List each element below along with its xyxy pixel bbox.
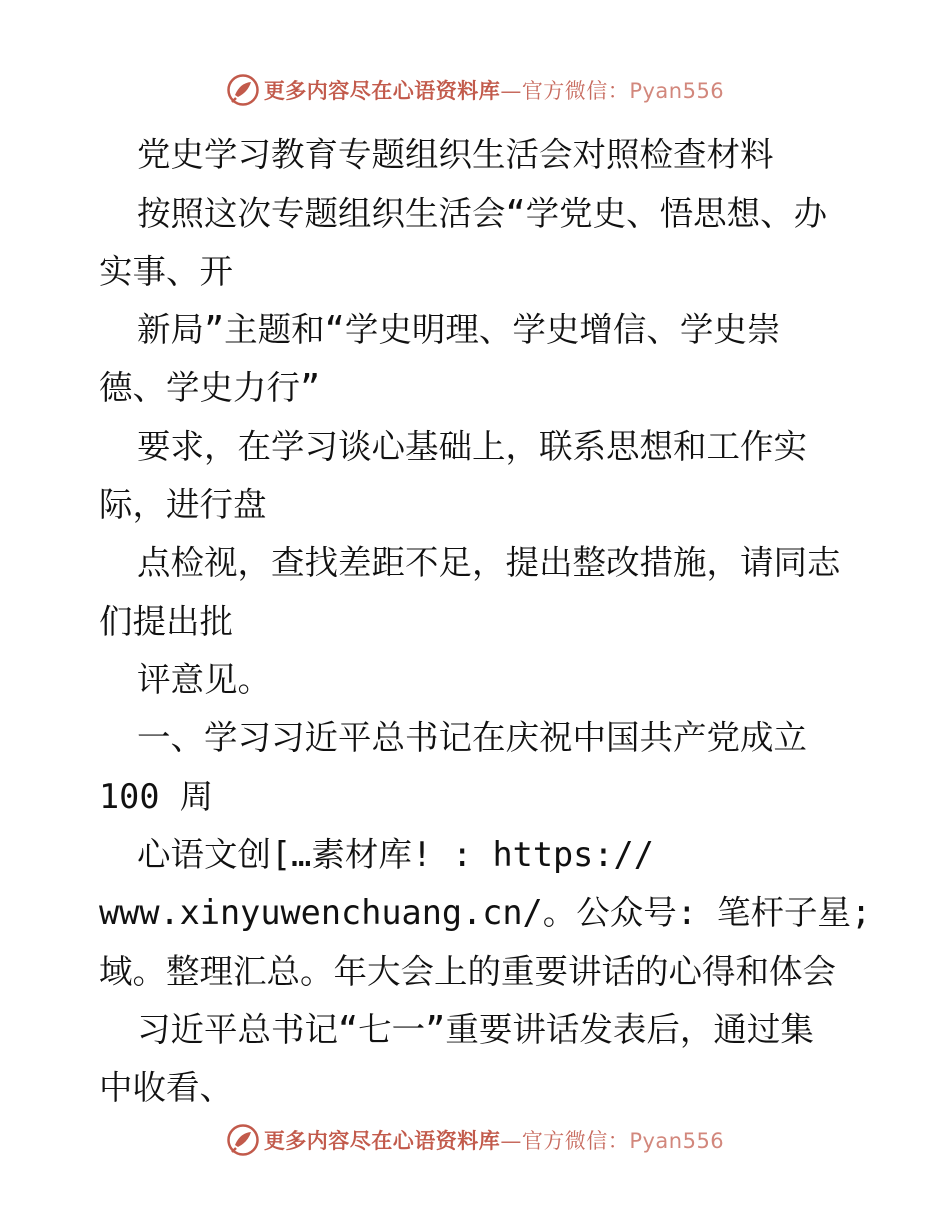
watermark-dash: — [500, 1129, 522, 1153]
watermark-dash: — [500, 79, 522, 103]
text-line: 际，进行盘 [99, 485, 267, 524]
text-line: 实事、开 [99, 252, 233, 291]
text-line: www.xinyuwenchuang.cn/。公众号: 笔杆子星; [99, 893, 872, 932]
watermark-handle: Pyan556 [629, 79, 725, 103]
watermark-brand: 更多内容尽在心语资料库 [263, 1129, 501, 1153]
watermark-header [0, 73, 950, 107]
text-line: 点检视，查找差距不足，提出整改措施，请同志 [137, 543, 841, 582]
text-line: 们提出批 [99, 602, 233, 641]
text-line: 域。整理汇总。年大会上的重要讲话的心得和体会 [99, 952, 836, 991]
text-line: 习近平总书记“七一”重要讲话发表后，通过集 [137, 1010, 814, 1049]
watermark-official: 官方微信： [521, 79, 630, 103]
text-line: 中收看、 [99, 1068, 233, 1107]
text-line: 德、学史力行” [99, 368, 321, 407]
text-line: 100 周 [99, 777, 214, 816]
watermark-brand: 更多内容尽在心语资料库 [263, 79, 501, 103]
section-heading: 一、学习习近平总书记在庆祝中国共产党成立 [137, 718, 807, 757]
text-line: 评意见。 [137, 660, 271, 699]
document-title: 党史学习教育专题组织生活会对照检查材料 [137, 135, 774, 174]
text-line: 新局”主题和“学史明理、学史增信、学史崇 [137, 310, 781, 349]
watermark-official: 官方微信： [521, 1129, 630, 1153]
watermark-handle: Pyan556 [629, 1129, 725, 1153]
text-line: 要求，在学习谈心基础上，联系思想和工作实 [137, 427, 807, 466]
text-line: 心语文创[…素材库! : https:// [137, 835, 654, 874]
pen-logo-icon [226, 1123, 260, 1157]
pen-logo-icon [226, 73, 260, 107]
text-line: 按照这次专题组织生活会“学党史、悟思想、办 [137, 194, 828, 233]
watermark-footer [0, 1123, 950, 1157]
